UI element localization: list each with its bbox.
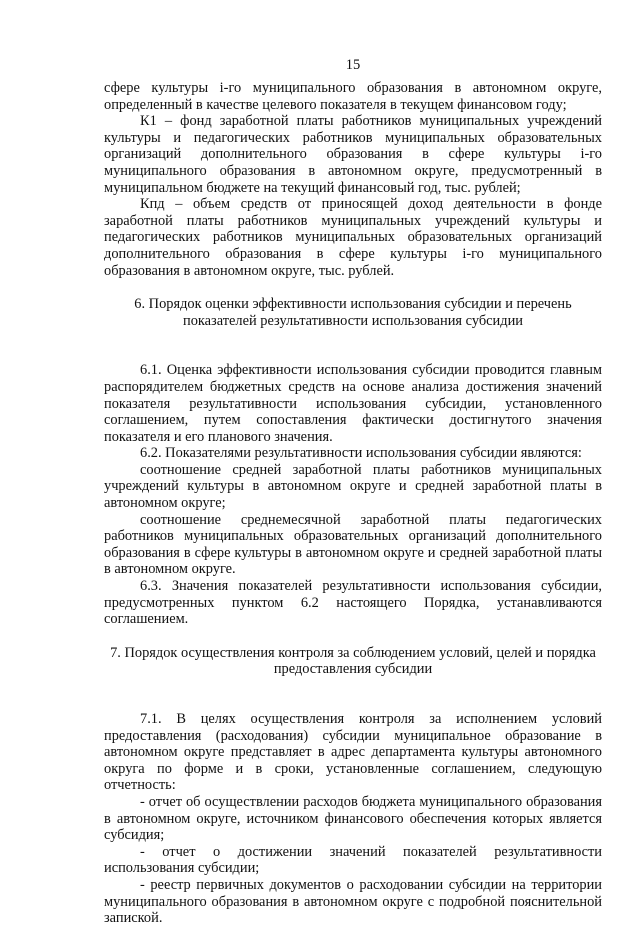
paragraph-kpd-definition: Кпд – объем средств от приносящей доход деятельности в фонде заработной платы работников муниципальных учреждений культуры и педагогических работников муниципальных образовательных организаций дополнительного образования в сфере культуры i-го муниципального образования в автономном округе, тыс. рублей.: [104, 196, 602, 279]
paragraph-indicator-1: соотношение средней заработной платы работников муниципальных учреждений культуры в автономном округе и средней заработной платы в автономном округе;: [104, 461, 602, 512]
document-page: [104, 56, 602, 927]
section-7-heading-line-1: 7. Порядок осуществления контроля за соблюдением условий, целей и порядка: [110, 644, 596, 661]
section-7-heading-line-2: предоставления субсидии: [273, 661, 433, 678]
paragraph-6-1: 6.1. Оценка эффективности использования субсидии проводится главным распорядителем бюджетных средств на основе анализа достижения значений показателя результативности использования субсидии, установленного соглашением, путем сопоставления фактически достигнутого значения показателя и его планового значения.: [104, 362, 602, 445]
paragraph-6-2: 6.2. Показателями результативности использования субсидии являются:: [140, 445, 582, 462]
section-7-heading: [104, 645, 602, 678]
paragraph-6-3: 6.3. Значения показателей результативности использования субсидии, предусмотренных пунктом 6.2 настоящего Порядка, устанавливаются соглашением.: [104, 578, 602, 628]
list-item-indicators-report: - отчет о достижении значений показателей результативности использования субсидии;: [104, 843, 602, 877]
paragraph-indicator-2: соотношение среднемесячной заработной платы педагогических работников муниципальных образовательных организаций дополнительного образования в сфере культуры в автономном округе и средней заработной платы в автономном округе.: [104, 511, 602, 578]
paragraph-7-1: 7.1. В целях осуществления контроля за исполнением условий предоставления (расходования) субсидии муниципальное образование в автономном округе представляет в адрес департамента культуры автономного округа по форме и в сроки, установленные соглашением, следующую отчетность:: [104, 711, 602, 794]
paragraph-k1-definition: К1 – фонд заработной платы работников муниципальных учреждений культуры и педагогических работников муниципальных образовательных организаций дополнительного образования в сфере культуры i-го муниципального образования в автономном округе, предусмотренный в муниципальном бюджете на текущий финансовый год, тыс. рублей;: [104, 113, 602, 196]
section-6-heading-line-2: показателей результативности использования субсидии: [183, 312, 523, 329]
paragraph-continuation: сфере культуры i-го муниципального образования в автономном округе, определенный в качестве целевого показателя в текущем финансовом году;: [104, 80, 602, 113]
list-item-documents-registry: - реестр первичных документов о расходовании субсидии на территории муниципального образования в автономном округе с подробной пояснительной запиской.: [104, 876, 602, 927]
list-item-expense-report: - отчет об осуществлении расходов бюджета муниципального образования в автономном округе, источником финансового обеспечения которых является субсидия;: [104, 793, 602, 844]
page-number: 15: [345, 57, 361, 73]
section-6-heading-line-1: 6. Порядок оценки эффективности использования субсидии и перечень: [134, 296, 572, 313]
section-6-heading: [104, 296, 602, 329]
